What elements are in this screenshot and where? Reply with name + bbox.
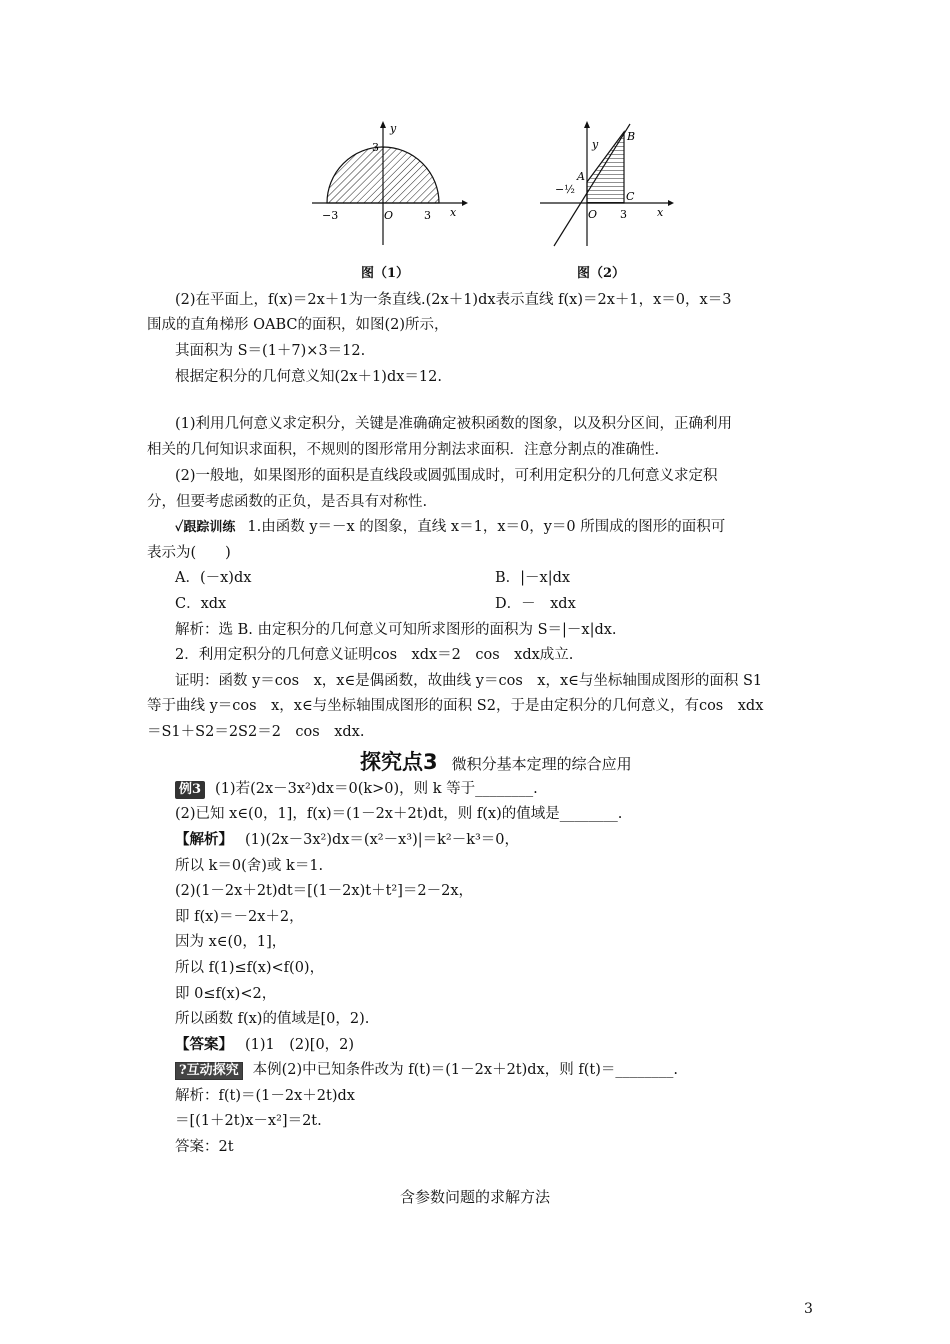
fig2-point-a: A [577,170,585,183]
text-line: ＝[(1＋2t)x－x²]＝2t. [175,1113,322,1129]
fig1-left-label: −3 [322,209,339,222]
text-line: (2)一般地，如果图形的面积是直线段或圆弧围成时，可利用定积分的几何意义求定积 [175,468,718,484]
text-line: (2)(1－2x＋2t)dt＝[(1－2x)t＋t²]＝2－2x， [175,883,473,899]
analysis-line [175,830,519,850]
fig2-neg-half: −½ [555,183,575,196]
fig1-top-label: 3 [372,141,379,154]
figure-1-semicircle [300,118,470,253]
figure-2-caption: 图（2） [577,266,626,281]
text-line: 1.由函数 y＝－x 的图象，直线 x＝1，x＝0，y＝0 所围成的图形的面积可 [247,519,726,535]
text-line: (2)已知 x∈(0，1]，f(x)＝(1－2x＋2t)dt，则 f(x)的值域是________. [175,806,623,822]
text-line: 本例(2)中已知条件改为 f(t)＝(1－2x＋2t)dx，则 f(t)＝________. [252,1062,678,1078]
fig1-right-label: 3 [424,209,431,222]
text-line: 围成的直角梯形 OABC的面积，如图(2)所示， [147,317,449,333]
fig2-x3-label: 3 [620,208,627,221]
tracking-exercise-line [175,517,725,538]
choice-a: A．(－x)dx [175,570,252,586]
example-tag: 例3 [175,781,205,799]
text-line: 根据定积分的几何意义知(2x＋1)dx＝12. [175,369,442,385]
text-line: 解析：f(t)＝(1－2x＋2t)dx [175,1088,355,1104]
text-line: 解析：选 B. 由定积分的几何意义可知所求图形的面积为 S＝|－x|dx. [175,622,617,638]
text-line: (2)在平面上，f(x)＝2x＋1为一条直线.(2x＋1)dx表示直线 f(x)＝2x＋1，x＝0，x＝3 [175,292,732,308]
text-line: 所以 f(1)≤f(x)<f(0)， [175,960,325,976]
fig1-origin-label: O [384,209,394,222]
answer-tag: 【答案】 [175,1036,233,1053]
page-number: 3 [804,1301,813,1317]
text-line: (1)1 (2)[0，2) [245,1037,355,1053]
text-line: 所以 k＝0(舍)或 k＝1. [175,858,324,874]
choice-c: C．xdx [175,596,227,612]
text-line: 2．利用定积分的几何意义证明cos xdx＝2 cos xdx成立. [175,647,574,663]
fig2-point-c: C [626,190,635,203]
tracking-exercise-tag: ✓跟踪训练 [175,520,236,535]
text-line: (1)若(2x－3x²)dx＝0(k>0)，则 k 等于________. [215,781,538,797]
section-heading [360,746,632,776]
text-line: 相关的几何知识求面积，不规则的图形常用分割法求面积．注意分割点的准确性. [147,442,660,458]
interactive-line [175,1060,678,1080]
fig2-x-label: x [657,206,664,219]
interactive-tag: ?互动探究 [175,1062,243,1080]
example-line [175,779,538,799]
text-line: (1)利用几何意义求定积分，关键是准确确定被积函数的图象，以及积分区间，正确利用 [175,416,733,432]
fig2-point-b: B [627,130,636,143]
text-line: ＝S1＋S2＝2S2＝2 cos xdx. [147,724,365,740]
text-line: 答案：2t [175,1139,234,1155]
text-line: 等于曲线 y＝cos x，x∈与坐标轴围成图形的面积 S2，于是由定积分的几何意义，有cos xdx [147,698,764,714]
figure-1-caption: 图（1） [361,266,410,281]
section-heading-number: 探究点3 [360,750,438,774]
fig1-x-label: x [450,206,457,219]
text-line: 因为 x∈(0，1]， [175,934,287,950]
text-line: 其面积为 S＝(1＋7)×3＝12. [175,343,366,359]
text-line: 分，但要考虑函数的正负，是否具有对称性. [147,494,428,510]
fig2-origin-label: O [588,208,598,221]
section-heading-title: 微积分基本定理的综合应用 [451,755,632,773]
text-line: 所以函数 f(x)的值域是[0，2). [175,1011,370,1027]
choice-d: D．－ xdx [495,596,576,612]
text-line: 表示为( ) [147,545,231,561]
text-line: 即 f(x)＝－2x＋2， [175,909,304,925]
text-line: (1)(2x－3x²)dx＝(x²－x³)|＝k²－k³＝0， [245,832,520,848]
footer-subtitle: 含参数问题的求解方法 [399,1188,550,1206]
answer-line [175,1035,354,1055]
fig2-y-label: y [592,138,599,151]
fig1-y-label: y [390,122,397,135]
text-line: 即 0≤f(x)<2， [175,986,277,1002]
choice-b: B．|－x|dx [495,570,571,586]
analysis-tag: 【解析】 [175,831,233,848]
text-line: 证明：函数 y＝cos x，x∈是偶函数，故曲线 y＝cos x，x∈与坐标轴围成图形的面积 S1 [175,673,763,689]
figure-2-trapezoid [530,118,675,253]
